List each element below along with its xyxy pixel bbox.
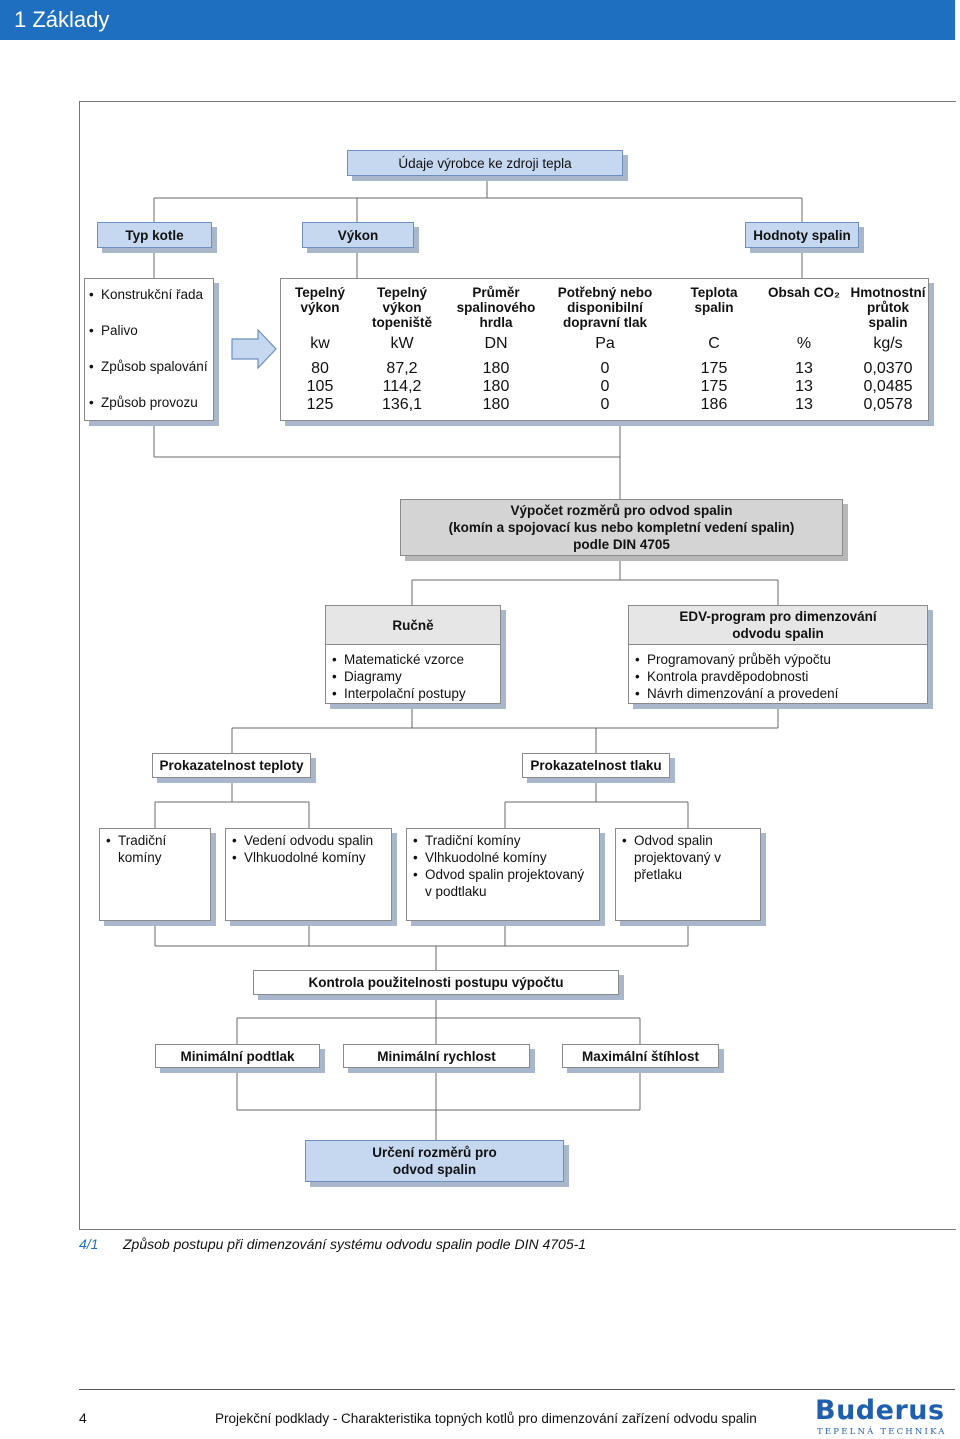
calculation-line: (komín a spojovací kus nebo kompletní vedení spalin)	[448, 520, 795, 535]
header-line: dopravní tlak	[562, 315, 648, 330]
list-item: • Návrh dimenzování a provedení	[635, 685, 838, 702]
pressure-proof-label: Prokazatelnost tlaku	[530, 758, 662, 773]
manual-method-box	[325, 605, 501, 704]
chimney-type-box	[615, 828, 761, 921]
unit-cell: kW	[390, 335, 414, 352]
footer-text: Projekční podklady - Charakteristika topných kotlů pro dimenzování zařízení odvodu spalin	[215, 1411, 757, 1426]
flue-values-box	[745, 222, 859, 248]
list-item: • Interpolační postupy	[332, 685, 466, 702]
table-cell: 13	[795, 360, 813, 377]
table-cell: 180	[482, 396, 510, 413]
flue-values-label: Hodnoty spalin	[753, 227, 851, 243]
max-slenderness-label: Maximální štíhlost	[581, 1048, 700, 1064]
limit-box	[562, 1044, 719, 1068]
result-line: Určení rozměrů pro	[372, 1145, 497, 1160]
header-line: Potřebný nebo	[557, 285, 653, 300]
header-line: Tepelný	[376, 285, 427, 300]
manual-title: Ručně	[326, 606, 500, 645]
list-item: • Tradiční komíny	[413, 832, 593, 849]
section-title: 1 Základy	[14, 7, 110, 32]
figure-caption	[79, 1236, 586, 1252]
min-draft-label: Minimální podtlak	[180, 1048, 295, 1064]
page-number: 4	[79, 1410, 87, 1426]
table-cell: 13	[795, 378, 813, 395]
chimney-type-box	[225, 828, 392, 921]
header-line: spalin	[694, 300, 734, 315]
manual-list	[332, 651, 466, 702]
figure-number: 4/1	[79, 1236, 99, 1252]
boiler-item: • Způsob provozu	[89, 394, 213, 411]
header-cell	[361, 285, 443, 330]
right-arrow-icon	[232, 330, 276, 368]
table-cell: 0	[600, 378, 610, 395]
list-item: • Tradiční komíny	[106, 832, 204, 866]
output-label: Výkon	[337, 227, 379, 243]
boiler-item: • Konstrukční řada	[89, 286, 213, 303]
table-cell: 175	[700, 378, 728, 395]
output-box	[302, 222, 414, 248]
table-cell: 80	[311, 360, 329, 377]
min-velocity-label: Minimální rychlost	[377, 1048, 496, 1064]
table-cell: 0,0485	[863, 378, 913, 395]
calculation-box	[400, 499, 843, 556]
header-line: topeniště	[371, 315, 432, 330]
table-cell: 0,0370	[863, 360, 913, 377]
unit-cell: %	[796, 335, 812, 352]
header-cell	[759, 285, 849, 300]
manufacturer-data-table	[280, 278, 929, 421]
buderus-logo	[815, 1395, 955, 1439]
unit-cell: C	[708, 335, 720, 352]
logo-wordmark: Buderus	[815, 1395, 945, 1426]
header-line: Průměr	[472, 285, 520, 300]
table-cell: 13	[795, 396, 813, 413]
list-item: • Diagramy	[332, 668, 466, 685]
header-line: Hmotnostní	[850, 285, 926, 300]
chimney-type-box	[99, 828, 211, 921]
table-cell: 87,2	[386, 360, 418, 377]
table-cell: 0	[600, 396, 610, 413]
boiler-properties-box	[84, 278, 214, 421]
manufacturer-data-box	[347, 150, 623, 176]
table-cell: 180	[482, 378, 510, 395]
result-box	[305, 1140, 564, 1182]
unit-cell: DN	[484, 335, 508, 352]
header-line: disponibilní	[567, 300, 643, 315]
table-cell: 114,2	[382, 378, 422, 395]
header-line: spalin	[868, 315, 908, 330]
header-cell	[847, 285, 929, 330]
list-item: • Vlhkuodolné komíny	[413, 849, 593, 866]
calculation-line: Výpočet rozměrů pro odvod spalin	[510, 503, 733, 518]
list-item: • Programovaný průběh výpočtu	[635, 651, 838, 668]
edv-program-box	[628, 605, 928, 704]
header-line: výkon	[300, 300, 340, 315]
list-item: • Matematické vzorce	[332, 651, 466, 668]
list-item: • Odvod spalin projektovaný v podtlaku	[413, 866, 593, 900]
temperature-proof-label: Prokazatelnost teploty	[159, 758, 304, 773]
table-cell: 175	[700, 360, 728, 377]
applicability-check-label: Kontrola použitelnosti postupu výpočtu	[308, 975, 564, 990]
unit-cell: Pa	[595, 335, 615, 352]
logo-subtitle: TEPELNÁ TECHNIKA	[817, 1427, 947, 1437]
limit-box	[343, 1044, 530, 1068]
chimney-type-box	[406, 828, 600, 921]
header-cell	[285, 285, 355, 315]
boiler-type-label: Typ kotle	[125, 227, 184, 243]
manufacturer-data-label: Údaje výrobce ke zdroji tepla	[398, 155, 572, 171]
pressure-proof-box	[522, 753, 670, 778]
temperature-proof-box	[152, 753, 311, 778]
footer-divider	[79, 1389, 955, 1390]
table-cell: 136,1	[381, 396, 423, 413]
boiler-item: • Způsob spalování	[89, 358, 213, 375]
table-cell: 0,0578	[863, 396, 913, 413]
header-line: Tepelný	[294, 285, 345, 300]
list-item: • Kontrola pravděpodobnosti	[635, 668, 838, 685]
unit-cell: kw	[310, 335, 330, 352]
list-item: • Vedení odvodu spalin	[232, 832, 385, 849]
edv-title-line: odvodu spalin	[732, 626, 824, 641]
table-cell: 186	[700, 396, 728, 413]
calculation-line: podle DIN 4705	[573, 537, 670, 552]
result-line: odvod spalin	[392, 1162, 477, 1177]
header-line: spalinového	[456, 300, 536, 315]
table-cell: 125	[306, 396, 334, 413]
boiler-type-box	[97, 222, 212, 248]
header-cell	[545, 285, 665, 330]
figure-caption-text: Způsob postupu při dimenzování systému odvodu spalin podle DIN 4705-1	[123, 1236, 587, 1252]
header-cell	[449, 285, 543, 330]
header-cell	[673, 285, 755, 315]
table-cell: 105	[306, 378, 334, 395]
header-line: výkon	[382, 300, 422, 315]
header-line: Teplota	[690, 285, 738, 300]
header-line: průtok	[867, 300, 909, 315]
limit-box	[155, 1044, 320, 1068]
list-item: • Vlhkuodolné komíny	[232, 849, 385, 866]
unit-cell: kg/s	[873, 335, 903, 352]
edv-title	[629, 606, 927, 645]
header-line: hrdla	[479, 315, 513, 330]
list-item: • Odvod spalin projektovaný v přetlaku	[622, 832, 754, 883]
header-line: Obsah CO₂	[767, 285, 840, 300]
table-cell: 0	[600, 360, 610, 377]
table-cell: 180	[482, 360, 510, 377]
edv-list	[635, 651, 838, 702]
boiler-item: • Palivo	[89, 322, 213, 339]
applicability-check-box	[253, 970, 619, 995]
edv-title-line: EDV-program pro dimenzování	[679, 609, 877, 624]
